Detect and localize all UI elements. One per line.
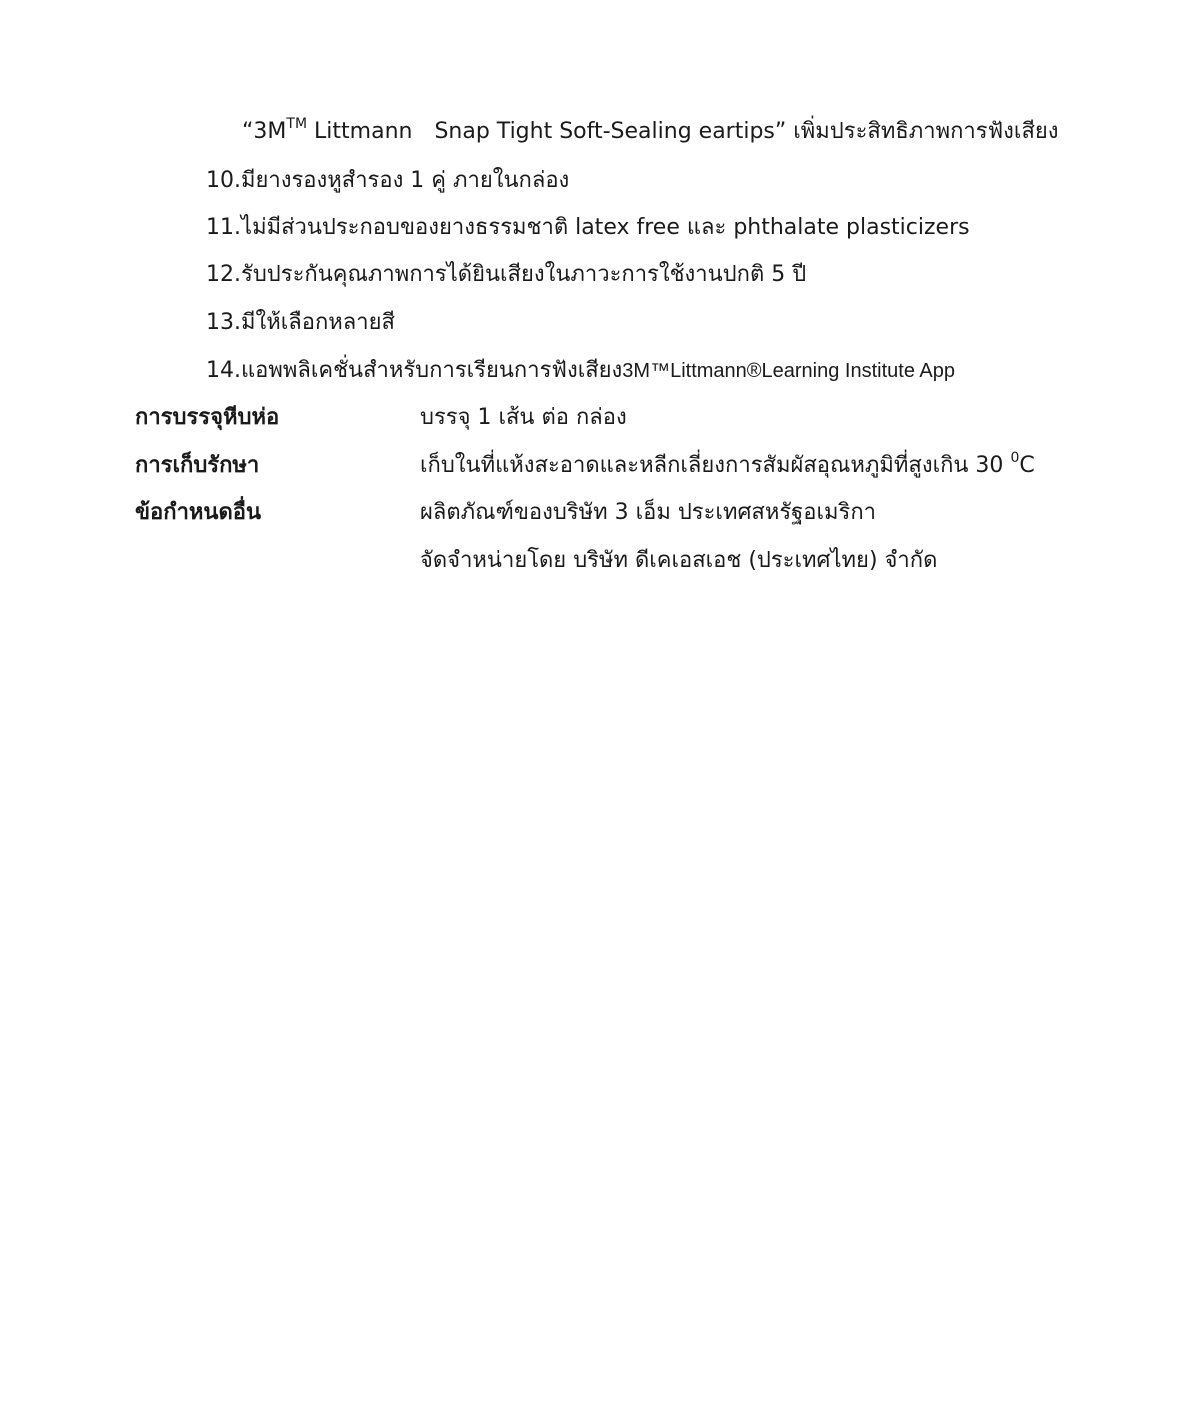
list-item-number: 13. — [206, 310, 241, 335]
list-item-text: มียางรองหูสำรอง 1 คู่ ภายในกล่อง — [241, 168, 570, 193]
manufacturer-value: ผลิตภัณฑ์ของบริษัท 3 เอ็ม ประเทศสหรัฐอเมริกา — [420, 500, 877, 525]
list-item-number: 10. — [206, 168, 241, 193]
degree-superscript: 0 — [1010, 450, 1020, 466]
temperature-unit: C — [1019, 453, 1035, 478]
packaging-label: การบรรจุหีบห่อ — [135, 405, 280, 430]
list-item — [206, 213, 1106, 243]
distributor-value: จัดจำหน่ายโดย บริษัท ดีเคเอสเอช (ประเทศไทย) จำกัด — [420, 548, 938, 573]
brand-name: Littmann — [314, 119, 413, 144]
storage-label: การเก็บรักษา — [135, 453, 260, 478]
list-item-number: 11. — [206, 215, 241, 240]
list-item-text: ไม่มีส่วนประกอบของยางธรรมชาติ latex free และ phthalate plasticizers — [241, 215, 970, 240]
list-item-number: 14. — [206, 358, 241, 383]
list-item — [206, 260, 1106, 290]
feature-benefit: เพิ่มประสิทธิภาพการฟังเสียง — [786, 119, 1059, 144]
trademark-superscript: TM — [286, 116, 308, 132]
product-name: Snap Tight Soft-Sealing eartips” — [434, 119, 787, 144]
list-item-text — [241, 356, 955, 386]
app-name: 3M™Littmann®Learning Institute App — [622, 360, 956, 382]
quote-open-3m: “3M — [242, 119, 287, 144]
list-item-number: 12. — [206, 262, 241, 287]
list-item-text: รับประกันคุณภาพการได้ยินเสียงในภาวะการใช้งานปกติ 5 ปี — [241, 262, 807, 287]
other-spec-label: ข้อกำหนดอื่น — [135, 500, 262, 525]
storage-value-line — [420, 451, 1035, 481]
list-item-thai-text: แอพพลิเคชั่นสำหรับการเรียนการฟังเสียง — [241, 358, 623, 383]
list-item — [206, 356, 1106, 386]
list-item — [206, 308, 1106, 338]
feature-continuation-line — [242, 117, 1059, 147]
packaging-value: บรรจุ 1 เส้น ต่อ กล่อง — [420, 405, 627, 430]
list-item — [206, 166, 1106, 196]
list-item-text: มีให้เลือกหลายสี — [241, 310, 395, 335]
storage-value: เก็บในที่แห้งสะอาดและหลีกเลี่ยงการสัมผัสอุณหภูมิที่สูงเกิน 30 — [420, 453, 1011, 478]
